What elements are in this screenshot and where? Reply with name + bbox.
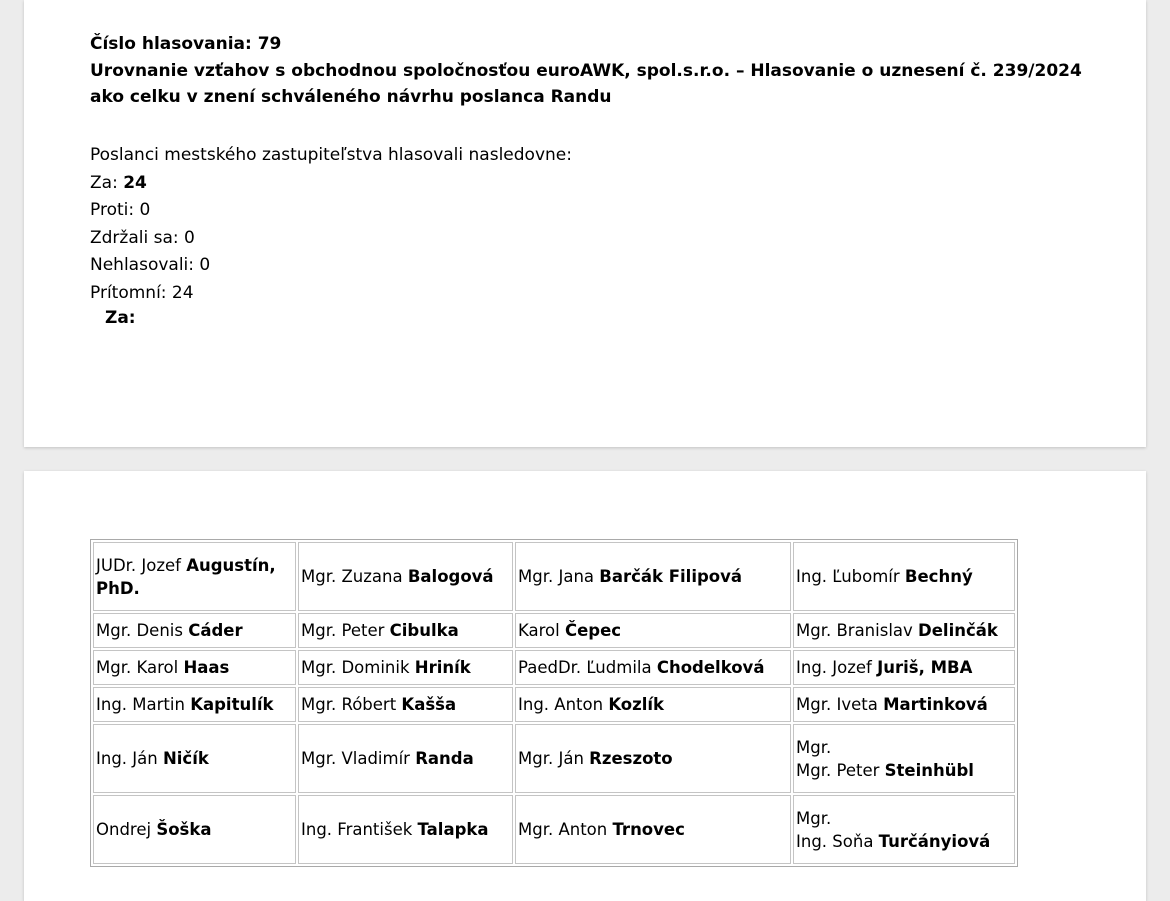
member-cell [515,650,791,685]
member-cell [93,687,296,722]
member-surname: Barčák Filipová [599,567,743,586]
member-cell [793,542,1015,611]
member-first-name: Mgr. Vladimír [301,749,416,768]
vote-results [90,142,572,308]
member-first-name: PaedDr. Ľudmila [518,658,657,677]
member-first-name: Mgr. Jana [518,567,600,586]
member-surname: Delinčák [918,621,998,640]
member-cell [793,650,1015,685]
member-surname: Bechný [904,567,973,586]
member-cell [93,613,296,648]
member-first-name: Mgr. Branislav [796,621,919,640]
member-first-name: Ing. Anton [518,695,609,714]
member-surname: Rzeszoto [589,749,673,768]
member-surname: Cáder [188,621,243,640]
member-first-name: Mgr. Peter [301,621,390,640]
member-cell [298,542,513,611]
members-table [90,539,1018,867]
results-intro: Poslanci mestského zastupiteľstva hlasovali nasledovne: [90,145,572,165]
member-cell [793,795,1015,864]
member-first-name: Ondrej [96,820,157,839]
member-surname: Steinhübl [884,760,974,780]
member-first-name: Mgr. Peter [796,760,885,780]
member-cell [515,542,791,611]
table-row [93,687,1015,722]
document-page-2 [24,471,1146,901]
table-row [93,650,1015,685]
member-cell [793,687,1015,722]
table-row [93,724,1015,793]
vote-title-line-2: ako celku v znení schváleného návrhu poslanca Randu [90,87,612,107]
member-title-line: Mgr. [796,737,832,757]
member-first-name: Mgr. Denis [96,621,189,640]
member-surname: Martinková [883,695,988,714]
member-surname: Ničík [162,749,209,768]
vote-number: Číslo hlasovania: 79 [90,34,282,54]
member-first-name: Ing. Ľubomír [796,567,905,586]
member-surname: Kašša [401,695,457,714]
member-first-name: Ing. Jozef [796,658,878,677]
member-first-name: Mgr. Ján [518,749,590,768]
member-first-name: Mgr. Anton [518,820,613,839]
member-surname: Čepec [565,621,622,640]
member-cell [93,542,296,611]
member-cell [515,687,791,722]
member-cell [298,724,513,793]
member-first-name: Mgr. Zuzana [301,567,408,586]
member-surname: Talapka [417,820,489,839]
vote-title-line-1: Urovnanie vzťahov s obchodnou spoločnosťou euroAWK, spol.s.r.o. – Hlasovanie o uznesení č. 239/2024 [90,60,1082,81]
member-surname: Haas [183,658,230,677]
member-cell [93,795,296,864]
member-first-name: Karol [518,621,565,640]
member-surname: Randa [415,749,474,768]
member-cell [298,650,513,685]
member-first-name: Ing. Martin [96,695,191,714]
member-cell [298,613,513,648]
result-pritomni: Prítomní: 24 [90,282,194,303]
member-first-name: Mgr. Róbert [301,695,402,714]
member-cell [298,795,513,864]
member-surname: Juriš, MBA [877,658,973,677]
table-row [93,613,1015,648]
member-surname: Šoška [156,820,212,839]
member-surname: Augustín, PhD. [96,555,276,598]
member-first-name: Mgr. Dominik [301,658,415,677]
document-page-1 [24,0,1146,447]
member-surname: Turčányiová [878,831,991,851]
member-cell [793,724,1015,793]
member-first-name: Mgr. Iveta [796,695,884,714]
member-cell [793,613,1015,648]
result-nehlasovali: Nehlasovali: 0 [90,255,211,276]
result-proti: Proti: 0 [90,200,151,221]
result-za-label: Za: [90,172,124,193]
member-cell [515,795,791,864]
member-first-name: Ing. Soňa [796,831,879,851]
member-first-name: Mgr. Karol [96,658,184,677]
result-za [90,170,572,198]
member-surname: Kozlík [608,695,665,714]
member-surname: Trnovec [612,820,685,839]
member-first-name: Ing. Ján [96,749,163,768]
member-cell [515,613,791,648]
member-first-name: Ing. František [301,820,418,839]
member-surname: Hriník [414,658,471,677]
table-row [93,542,1015,611]
vote-heading [90,31,1082,111]
za-heading: Za: [105,308,136,328]
member-surname: Chodelková [656,658,765,677]
member-title-line: Mgr. [796,808,832,828]
member-cell [298,687,513,722]
member-surname: Kapitulík [190,695,274,714]
member-first-name: JUDr. Jozef [96,555,187,575]
result-za-value: 24 [123,172,147,193]
member-cell [93,724,296,793]
member-cell [515,724,791,793]
table-row [93,795,1015,864]
member-surname: Balogová [407,567,494,586]
member-surname: Cibulka [389,621,459,640]
result-zdrzali: Zdržali sa: 0 [90,227,195,248]
member-cell [93,650,296,685]
